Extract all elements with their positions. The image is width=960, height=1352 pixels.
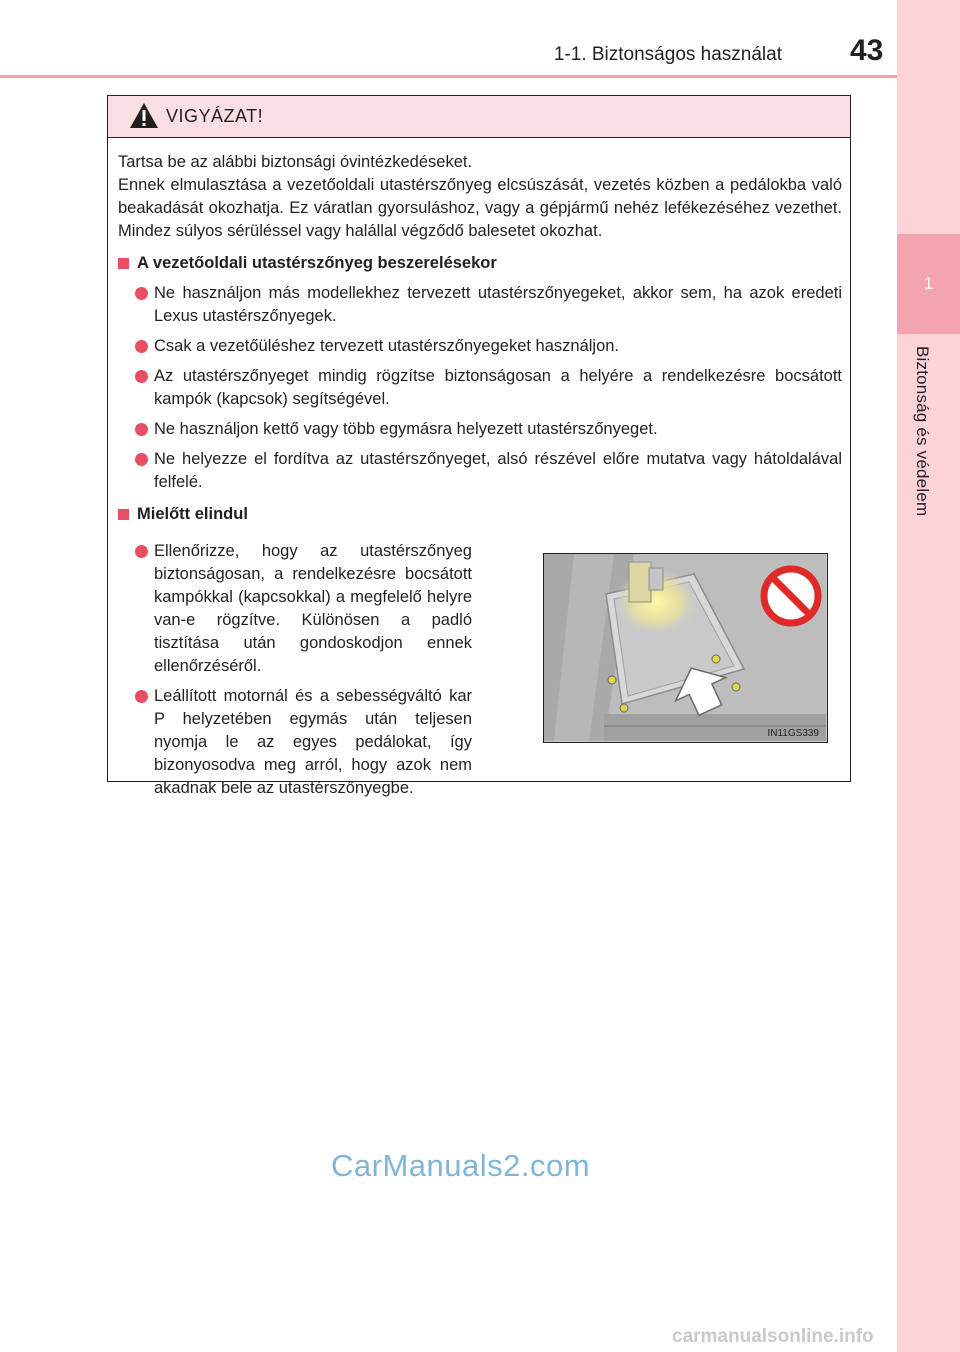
bullet-dot-icon: [135, 287, 148, 300]
section-heading-before-driving: Mielőtt elindul: [118, 502, 850, 526]
floor-mat-drawing: [544, 554, 826, 741]
bullet-dot-icon: [135, 340, 148, 353]
list-item: Ne helyezze el fordítva az utastérszőnyeget, alsó részével előre mutatva vagy hátoldalával felfelé.: [154, 448, 842, 494]
chapter-tab[interactable]: 1: [897, 234, 960, 334]
figure-code: IN11GS339: [767, 728, 819, 739]
bullet-dot-icon: [135, 453, 148, 466]
square-bullet-icon: [118, 258, 129, 269]
square-bullet-icon: [118, 509, 129, 520]
bullet-dot-icon: [135, 545, 148, 558]
floor-mat-illustration: [543, 553, 828, 743]
list-item: Leállított motornál és a sebességváltó kar P helyzetében egymás után teljesen nyomja le az egyes pedálokat, így bizonyosodva meg arról, hogy azok nem akadnak bele az utastérszőnyegbe.: [154, 685, 472, 800]
section-title: 1-1. Biztonságos használat: [553, 44, 782, 65]
side-tab-strip: [897, 0, 960, 1352]
list-item: Ne használjon más modellekhez tervezett utastérszőnyegeket, akkor sem, ha azok eredeti Lexus utastérszőnyegek.: [154, 282, 842, 328]
warning-box: [107, 95, 851, 797]
warning-body: [108, 139, 850, 800]
footer-watermark: carmanualsonline.info: [672, 1326, 874, 1347]
header-rule: [0, 75, 897, 78]
warning-triangle-icon: [129, 102, 159, 129]
list-item: Az utastérszőnyeget mindig rögzítse biztonságosan a helyére a rendelkezésre bocsátott kampók (kapcsok) segítségével.: [154, 365, 842, 411]
before-driving-block: [108, 540, 850, 800]
bullet-dot-icon: [135, 370, 148, 383]
list-item: Ellenőrizze, hogy az utastérszőnyeg biztonságosan, a rendelkezésre bocsátott kampókkal (kapcsokkal) a megfelelő helyre van-e rögzítve. Különösen a padló tisztítása után gondoskodjon ennek ellenőrzéséről.: [154, 540, 472, 678]
intro-line-1: Tartsa be az alábbi biztonsági óvintézkedéseket.: [118, 153, 473, 171]
warning-title: VIGYÁZAT!: [166, 106, 264, 126]
before-driving-text: [108, 540, 480, 800]
chapter-label: Biztonság és védelem: [913, 346, 932, 517]
list-item: Csak a vezetőüléshez tervezett utastérszőnyegeket használjon.: [154, 335, 842, 358]
warning-header: [108, 96, 850, 138]
page-number: 43: [850, 34, 884, 67]
bullet-dot-icon: [135, 423, 148, 436]
watermark-text: CarManuals2.com: [331, 1148, 591, 1183]
warning-intro: [118, 151, 842, 243]
list-item: Ne használjon kettő vagy több egymásra helyezett utastérszőnyeget.: [154, 418, 842, 441]
bullet-dot-icon: [135, 690, 148, 703]
section-heading-install: A vezetőoldali utastérszőnyeg beszerelésekor: [118, 251, 850, 275]
intro-line-2: Ennek elmulasztása a vezetőoldali utastérszőnyeg elcsúszását, vezetés közben a pedálokba való beakadását okozhatja. Ez váratlan gyorsuláshoz, vagy a gépjármű nehéz lefékezéséhez vezethet. Mindez súlyos sérüléssel vagy halállal végződő balesetet okozhat.: [118, 176, 842, 240]
